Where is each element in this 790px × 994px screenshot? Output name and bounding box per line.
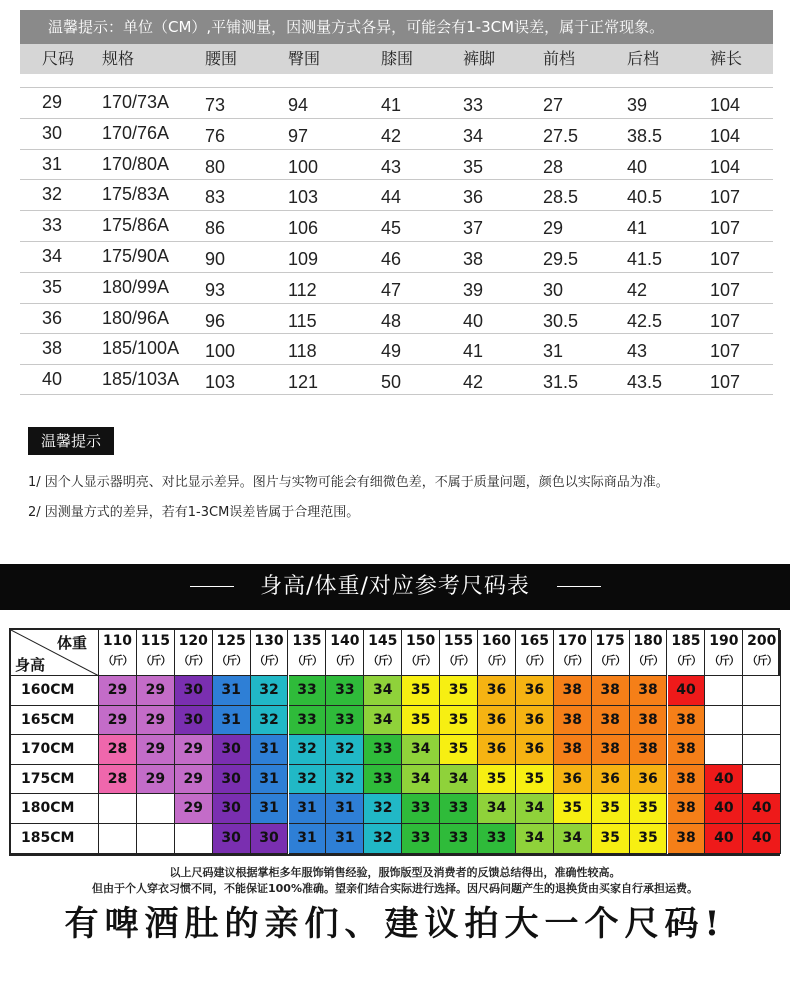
size-cell: 30 <box>543 279 564 300</box>
size-cell: 34 <box>463 125 484 146</box>
size-cell: 40 <box>705 794 743 824</box>
size-cell: 43 <box>381 156 402 177</box>
size-row <box>20 118 773 149</box>
size-cell: 35 <box>440 676 478 706</box>
size-cell: 31 <box>42 153 63 174</box>
size-cell: 103 <box>288 187 319 208</box>
size-cell: 29 <box>42 92 63 112</box>
size-cell: 35 <box>440 735 478 765</box>
size-cell: 35 <box>402 706 440 736</box>
size-cell: 30 <box>251 824 289 854</box>
size-cell: 107 <box>710 341 741 362</box>
weight-value: 175 <box>595 633 625 649</box>
size-cell <box>705 706 743 736</box>
footnote-1: 以上尺码建议根据掌柜多年服饰销售经验，服饰版型及消费者的反馈总结得出，准确性较高。 <box>169 866 621 879</box>
reference-grid <box>9 628 780 856</box>
size-cell: 36 <box>463 187 484 208</box>
weight-unit: （斤） <box>254 654 285 667</box>
size-row <box>20 210 773 241</box>
weight-value: 165 <box>519 633 549 649</box>
size-cell: 36 <box>592 765 630 795</box>
height-label: 185CM <box>11 824 99 854</box>
weight-unit: （斤） <box>367 654 398 667</box>
size-cell: 35 <box>402 676 440 706</box>
size-cell: 43 <box>627 341 648 362</box>
size-cell: 28.5 <box>543 187 579 208</box>
size-cell: 31 <box>251 765 289 795</box>
size-cell: 38 <box>554 735 592 765</box>
size-cell: 30.5 <box>543 310 579 331</box>
size-cell: 32 <box>251 706 289 736</box>
size-cell: 40 <box>705 765 743 795</box>
size-cell: 45 <box>381 218 402 239</box>
size-cell: 170/80A <box>102 153 170 174</box>
size-cell: 38 <box>463 248 484 269</box>
size-cell: 38 <box>630 706 668 736</box>
size-cell: 31 <box>326 824 364 854</box>
size-cell: 38 <box>668 794 706 824</box>
size-row <box>20 179 773 210</box>
size-cell: 38 <box>592 706 630 736</box>
size-cell: 39 <box>627 95 648 115</box>
size-cell: 49 <box>381 341 402 362</box>
size-cell: 44 <box>381 187 402 208</box>
height-label: 160CM <box>11 676 99 706</box>
weight-value: 170 <box>557 633 587 649</box>
size-cell <box>743 735 781 765</box>
size-cell: 38 <box>554 676 592 706</box>
size-cell: 48 <box>381 310 402 331</box>
size-cell: 107 <box>710 279 741 300</box>
size-cell: 121 <box>288 372 319 393</box>
weight-unit: （斤） <box>291 654 322 667</box>
size-cell: 180/99A <box>102 276 170 297</box>
corner-height-label: 身高 <box>15 656 46 674</box>
size-cell <box>175 824 213 854</box>
size-cell: 107 <box>710 372 741 393</box>
size-cell: 30 <box>175 676 213 706</box>
size-cell: 46 <box>381 248 402 269</box>
size-cell: 31 <box>543 341 564 362</box>
slogan: 有啤酒肚的亲们、建议拍大一个尺码! <box>64 904 726 944</box>
size-row <box>20 272 773 303</box>
weight-value: 160 <box>481 633 512 649</box>
size-cell <box>137 794 175 824</box>
weight-header <box>289 630 327 676</box>
size-cell: 33 <box>440 794 478 824</box>
size-cell: 38 <box>668 706 706 736</box>
size-cell: 29 <box>175 765 213 795</box>
size-cell: 33 <box>326 706 364 736</box>
size-cell: 35 <box>554 794 592 824</box>
size-cell: 170/73A <box>102 92 170 112</box>
size-cell: 40 <box>463 310 484 331</box>
weight-value: 125 <box>216 633 246 649</box>
size-cell: 109 <box>288 248 319 269</box>
corner-header <box>11 630 99 676</box>
size-cell: 35 <box>630 794 668 824</box>
tip-line-1: 1/ 因个人显示器明亮、对比显示差异。图片与实物可能会有细微色差，不属于质量问题，颜色以实际商品为准。 <box>28 475 669 490</box>
size-cell: 175/83A <box>102 184 170 205</box>
size-cell: 106 <box>288 218 319 239</box>
size-cell: 35 <box>478 765 516 795</box>
weight-value: 140 <box>330 633 360 649</box>
size-col-header: 臀围 <box>288 49 321 68</box>
size-col-header: 腰围 <box>205 49 238 68</box>
size-cell: 29 <box>175 735 213 765</box>
size-row <box>20 241 773 272</box>
size-cell: 35 <box>592 824 630 854</box>
size-cell: 38 <box>668 824 706 854</box>
size-cell: 33 <box>364 765 402 795</box>
size-cell: 40.5 <box>627 187 663 208</box>
size-cell: 100 <box>288 156 319 177</box>
size-cell <box>743 765 781 795</box>
size-cell: 180/96A <box>102 307 170 328</box>
size-cell: 27.5 <box>543 125 579 146</box>
size-cell: 86 <box>205 218 226 239</box>
size-cell: 31 <box>289 824 327 854</box>
weight-header <box>592 630 630 676</box>
weight-value: 150 <box>406 633 436 649</box>
size-cell: 30 <box>42 122 63 143</box>
size-cell: 34 <box>516 794 554 824</box>
size-cell: 34 <box>440 765 478 795</box>
weight-header <box>175 630 213 676</box>
size-cell: 103 <box>205 372 236 393</box>
weight-unit: （斤） <box>519 654 550 667</box>
weight-header <box>705 630 743 676</box>
size-cell: 29 <box>137 765 175 795</box>
size-cell: 38 <box>630 676 668 706</box>
size-col-header: 裤长 <box>710 49 743 68</box>
tip-line-2: 2/ 因测量方式的差异，若有1-3CM误差皆属于合理范围。 <box>28 505 360 520</box>
size-cell: 31 <box>251 735 289 765</box>
size-cell: 38 <box>554 706 592 736</box>
weight-unit: （斤） <box>443 654 474 667</box>
size-cell: 35 <box>42 276 63 297</box>
height-label: 180CM <box>11 794 99 824</box>
size-cell: 28 <box>99 765 137 795</box>
size-cell: 38 <box>668 765 706 795</box>
size-cell: 50 <box>381 372 402 393</box>
size-cell: 39 <box>463 279 484 300</box>
size-cell: 47 <box>381 279 402 300</box>
size-cell: 31 <box>213 676 251 706</box>
size-col-header: 规格 <box>102 49 135 68</box>
weight-unit: （斤） <box>329 654 360 667</box>
size-cell: 31.5 <box>543 372 579 393</box>
weight-header <box>478 630 516 676</box>
size-cell: 40 <box>668 676 706 706</box>
size-cell: 115 <box>288 310 317 331</box>
measurement-notice: 温馨提示：单位（CM）,平铺测量，因测量方式各异，可能会有1-3CM误差，属于正常现象。 <box>20 10 773 44</box>
size-cell: 41 <box>463 341 484 362</box>
size-cell: 28 <box>543 156 564 177</box>
weight-value: 130 <box>254 633 284 649</box>
size-cell: 38 <box>630 735 668 765</box>
size-cell: 34 <box>364 676 402 706</box>
weight-header <box>364 630 402 676</box>
size-cell: 41 <box>627 218 648 239</box>
size-cell: 31 <box>213 706 251 736</box>
weight-unit: （斤） <box>595 654 626 667</box>
size-row <box>20 149 773 180</box>
size-cell: 34 <box>402 765 440 795</box>
weight-value: 115 <box>140 633 170 649</box>
size-cell: 29 <box>137 706 175 736</box>
height-label: 170CM <box>11 735 99 765</box>
size-table-header <box>20 44 773 74</box>
size-cell: 107 <box>710 248 741 269</box>
size-cell: 40 <box>743 824 781 854</box>
weight-header <box>402 630 440 676</box>
weight-header <box>440 630 478 676</box>
size-cell: 170/76A <box>102 122 170 143</box>
weight-header <box>251 630 289 676</box>
size-cell: 38.5 <box>627 125 663 146</box>
weight-unit: （斤） <box>670 654 701 667</box>
size-row <box>20 364 773 395</box>
size-cell: 31 <box>289 794 327 824</box>
size-cell: 36 <box>516 706 554 736</box>
weight-header <box>326 630 364 676</box>
size-cell: 33 <box>440 824 478 854</box>
size-cell: 36 <box>516 676 554 706</box>
size-cell: 34 <box>364 706 402 736</box>
size-cell: 104 <box>710 125 741 146</box>
size-cell: 34 <box>554 824 592 854</box>
size-cell: 32 <box>42 184 63 205</box>
size-cell: 29 <box>137 735 175 765</box>
weight-value: 110 <box>102 633 133 649</box>
reference-title: 身高/体重/对应参考尺码表 <box>260 574 530 599</box>
size-cell <box>705 676 743 706</box>
size-cell: 32 <box>251 676 289 706</box>
size-cell: 104 <box>710 156 741 177</box>
weight-unit: （斤） <box>102 654 133 667</box>
weight-value: 145 <box>368 633 398 649</box>
size-cell: 42 <box>627 279 648 300</box>
size-row <box>20 303 773 334</box>
size-cell: 38 <box>592 676 630 706</box>
size-cell: 29 <box>137 676 175 706</box>
size-cell: 33 <box>326 676 364 706</box>
size-cell: 80 <box>205 156 226 177</box>
size-cell: 42.5 <box>627 310 663 331</box>
weight-unit: （斤） <box>633 654 664 667</box>
weight-unit: （斤） <box>746 654 777 667</box>
weight-value: 155 <box>443 633 474 649</box>
size-cell: 93 <box>205 279 226 300</box>
size-cell: 30 <box>175 706 213 736</box>
size-cell: 34 <box>478 794 516 824</box>
size-cell: 40 <box>743 794 781 824</box>
size-cell: 41 <box>381 95 402 115</box>
size-cell: 33 <box>42 215 63 236</box>
size-cell: 40 <box>42 369 63 390</box>
weight-unit: （斤） <box>708 654 739 667</box>
size-cell: 34 <box>516 824 554 854</box>
size-cell: 40 <box>627 156 648 177</box>
weight-value: 135 <box>292 633 322 649</box>
size-cell: 30 <box>213 824 251 854</box>
size-cell: 31 <box>326 794 364 824</box>
size-cell: 104 <box>710 95 741 115</box>
size-cell: 83 <box>205 187 226 208</box>
size-cell: 36 <box>554 765 592 795</box>
weight-header <box>137 630 175 676</box>
size-cell <box>99 794 137 824</box>
size-cell: 107 <box>710 187 741 208</box>
weight-value: 120 <box>178 633 208 649</box>
size-cell: 94 <box>288 95 309 115</box>
size-cell: 36 <box>630 765 668 795</box>
size-cell: 96 <box>205 310 226 331</box>
weight-value: 190 <box>709 633 739 649</box>
size-cell: 40 <box>705 824 743 854</box>
size-cell: 38 <box>668 735 706 765</box>
size-cell: 36 <box>516 735 554 765</box>
size-col-header: 后档 <box>627 49 660 68</box>
size-cell: 32 <box>364 824 402 854</box>
size-col-header: 裤脚 <box>463 49 496 68</box>
size-cell: 33 <box>289 676 327 706</box>
weight-header <box>99 630 137 676</box>
size-cell: 33 <box>402 824 440 854</box>
size-cell: 185/103A <box>102 369 180 390</box>
weight-unit: （斤） <box>481 654 512 667</box>
size-col-header: 前档 <box>543 49 576 68</box>
size-cell: 32 <box>289 735 327 765</box>
size-cell: 32 <box>326 735 364 765</box>
size-cell: 35 <box>440 706 478 736</box>
size-cell: 112 <box>288 279 317 300</box>
size-cell: 37 <box>463 218 484 239</box>
weight-value: 180 <box>633 633 663 649</box>
height-label: 175CM <box>11 765 99 795</box>
size-cell: 107 <box>710 310 741 331</box>
size-cell: 34 <box>402 735 440 765</box>
size-cell: 33 <box>364 735 402 765</box>
weight-value: 200 <box>747 633 777 649</box>
size-cell: 29 <box>543 218 564 239</box>
size-cell: 35 <box>463 156 484 177</box>
size-cell: 97 <box>288 125 309 146</box>
size-cell: 35 <box>516 765 554 795</box>
footnote-2: 但由于个人穿衣习惯不同，不能保证100%准确。望亲们结合实际进行选择。因尺码问题产生的退换货由买家自行承担运费。 <box>92 882 698 895</box>
weight-header <box>516 630 554 676</box>
size-cell <box>705 735 743 765</box>
corner-weight-label: 体重 <box>57 634 88 652</box>
weight-unit: （斤） <box>178 654 209 667</box>
weight-unit: （斤） <box>140 654 171 667</box>
size-cell: 28 <box>99 735 137 765</box>
size-cell <box>137 824 175 854</box>
size-cell <box>743 676 781 706</box>
size-cell: 30 <box>213 765 251 795</box>
size-cell: 43.5 <box>627 372 663 393</box>
height-label: 165CM <box>11 706 99 736</box>
size-cell: 38 <box>592 735 630 765</box>
size-row <box>20 87 773 118</box>
size-cell: 41.5 <box>627 248 663 269</box>
size-cell: 42 <box>381 125 402 146</box>
weight-unit: （斤） <box>557 654 588 667</box>
tips-title: 温馨提示 <box>28 427 114 455</box>
size-row <box>20 333 773 364</box>
weight-header <box>630 630 668 676</box>
size-cell: 27 <box>543 95 564 115</box>
size-cell: 33 <box>402 794 440 824</box>
size-cell: 30 <box>213 794 251 824</box>
size-cell: 36 <box>478 676 516 706</box>
size-cell: 33 <box>289 706 327 736</box>
size-cell: 185/100A <box>102 338 180 359</box>
size-cell: 31 <box>251 794 289 824</box>
weight-header <box>668 630 706 676</box>
size-cell: 35 <box>630 824 668 854</box>
size-cell: 90 <box>205 248 226 269</box>
weight-header <box>213 630 251 676</box>
size-cell: 118 <box>288 341 317 362</box>
size-table-body <box>20 87 773 395</box>
weight-value: 185 <box>671 633 701 649</box>
size-cell: 30 <box>213 735 251 765</box>
weight-unit: （斤） <box>216 654 247 667</box>
size-cell: 35 <box>592 794 630 824</box>
size-cell: 38 <box>42 338 63 359</box>
size-cell: 32 <box>364 794 402 824</box>
size-cell: 36 <box>478 735 516 765</box>
weight-header <box>743 630 781 676</box>
size-cell: 73 <box>205 95 226 115</box>
size-cell: 42 <box>463 372 484 393</box>
size-col-header: 尺码 <box>42 49 75 68</box>
size-cell: 29 <box>175 794 213 824</box>
weight-unit: （斤） <box>405 654 436 667</box>
size-cell: 107 <box>710 218 741 239</box>
size-cell: 34 <box>42 245 63 266</box>
size-cell <box>743 706 781 736</box>
size-col-header: 膝围 <box>381 49 414 68</box>
size-cell: 100 <box>205 341 236 362</box>
size-cell: 76 <box>205 125 226 146</box>
size-cell: 29 <box>99 706 137 736</box>
weight-header <box>554 630 592 676</box>
size-cell: 33 <box>478 824 516 854</box>
size-cell <box>99 824 137 854</box>
size-cell: 175/90A <box>102 245 170 266</box>
size-cell: 36 <box>478 706 516 736</box>
size-cell: 32 <box>289 765 327 795</box>
size-cell: 33 <box>463 95 484 115</box>
size-cell: 36 <box>42 307 63 328</box>
size-cell: 32 <box>326 765 364 795</box>
size-cell: 29 <box>99 676 137 706</box>
size-cell: 175/86A <box>102 215 170 236</box>
size-cell: 29.5 <box>543 248 579 269</box>
